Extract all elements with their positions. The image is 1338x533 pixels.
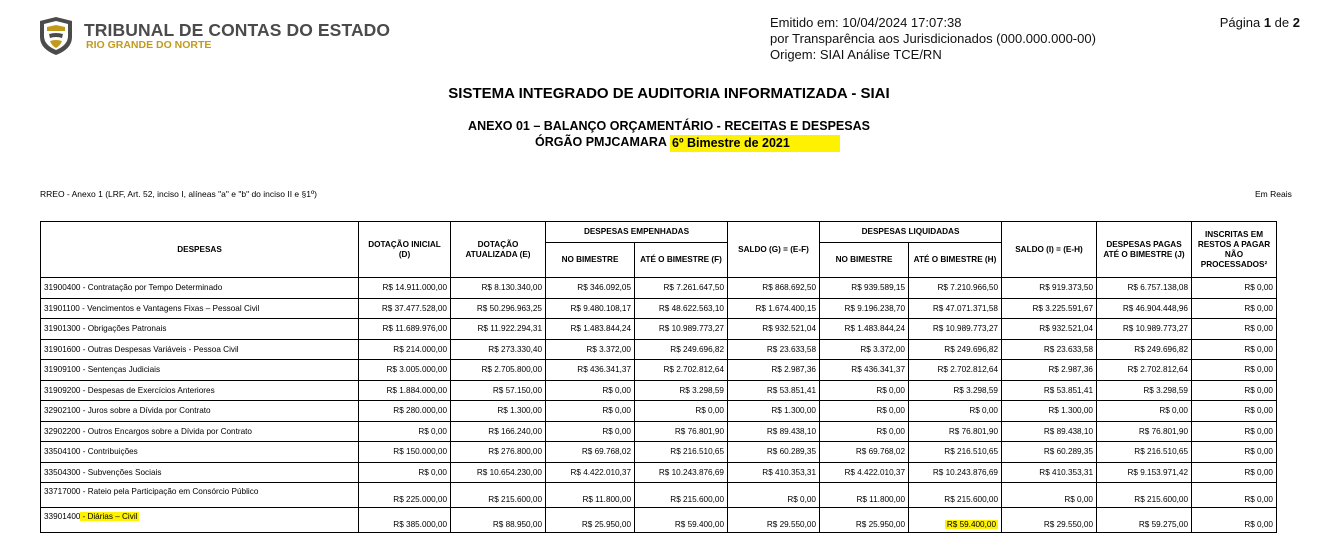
table-row <box>41 278 1277 299</box>
row-label: 31901300 - Obrigações Patronais <box>41 319 359 340</box>
cell-value: R$ 23.633,58 <box>728 339 820 360</box>
cell-value: R$ 10.989.773,27 <box>635 319 728 340</box>
table-row <box>41 483 1277 508</box>
cell-value: R$ 215.600,00 <box>909 483 1002 508</box>
cell-value: R$ 9.480.108,17 <box>546 298 635 319</box>
table-row <box>41 421 1277 442</box>
cell-value: R$ 29.550,00 <box>1002 508 1097 533</box>
cell-value: R$ 0,00 <box>820 421 909 442</box>
cell-value: R$ 10.654.230,00 <box>451 462 546 483</box>
col-dotacao-atualizada: DOTAÇÃO ATUALIZADA (E) <box>451 222 546 278</box>
cell-value: R$ 3.298,59 <box>1097 380 1192 401</box>
cell-value: R$ 215.600,00 <box>635 483 728 508</box>
cell-value: R$ 939.589,15 <box>820 278 909 299</box>
page-current: 1 <box>1263 15 1272 30</box>
col-despesas: DESPESAS <box>41 222 359 278</box>
emitted-by: por Transparência aos Jurisdicionados (000.000.000-00) <box>770 31 1096 46</box>
cell-value: R$ 11.689.976,00 <box>359 319 451 340</box>
cell-value: R$ 249.696,82 <box>635 339 728 360</box>
cell-value: R$ 3.298,59 <box>635 380 728 401</box>
cell-value: R$ 276.800,00 <box>451 442 546 463</box>
cell-value: R$ 37.477.528,00 <box>359 298 451 319</box>
cell-value: R$ 215.600,00 <box>1097 483 1192 508</box>
cell-value: R$ 76.801,90 <box>635 421 728 442</box>
emission-meta <box>770 15 1096 63</box>
row-label: 33504100 - Contribuições <box>41 442 359 463</box>
cell-value: R$ 48.622.563,10 <box>635 298 728 319</box>
cell-value: R$ 0,00 <box>1192 442 1277 463</box>
cell-value: R$ 225.000,00 <box>359 483 451 508</box>
cell-value: R$ 60.289,35 <box>728 442 820 463</box>
cell-value: R$ 214.000,00 <box>359 339 451 360</box>
col-liq-bimestre: NO BIMESTRE <box>820 243 909 278</box>
cell-value: R$ 1.674.400,15 <box>728 298 820 319</box>
cell-value: R$ 8.130.340,00 <box>451 278 546 299</box>
cell-value: R$ 0,00 <box>728 483 820 508</box>
cell-value: R$ 10.243.876,69 <box>909 462 1002 483</box>
cell-value: R$ 2.987,36 <box>728 360 820 381</box>
cell-value: R$ 7.261.647,50 <box>635 278 728 299</box>
page-label: Página <box>1219 15 1261 30</box>
organ-label: ÓRGÃO PMJCAMARA <box>535 135 667 149</box>
cell-value: R$ 0,00 <box>820 401 909 422</box>
cell-value: R$ 0,00 <box>1192 421 1277 442</box>
cell-value: R$ 0,00 <box>635 401 728 422</box>
cell-value: R$ 3.005.000,00 <box>359 360 451 381</box>
currency-unit: Em Reais <box>1255 189 1292 199</box>
period-highlight: 6º Bimestre de 2021 <box>670 135 840 152</box>
col-emp-ate: ATÉ O BIMESTRE (F) <box>635 243 728 278</box>
cell-value: R$ 1.483.844,24 <box>546 319 635 340</box>
cell-value: R$ 1.884.000,00 <box>359 380 451 401</box>
cell-value: R$ 0,00 <box>359 421 451 442</box>
table-row <box>41 401 1277 422</box>
cell-value: R$ 10.989.773,27 <box>909 319 1002 340</box>
legal-reference: RREO - Anexo 1 (LRF, Art. 52, inciso I, alíneas "a" e "b" do inciso II e §1º) <box>40 189 317 199</box>
cell-value: R$ 89.438,10 <box>1002 421 1097 442</box>
cell-value: R$ 23.633,58 <box>1002 339 1097 360</box>
col-liq-ate: ATÉ O BIMESTRE (H) <box>909 243 1002 278</box>
cell-value: R$ 3.372,00 <box>820 339 909 360</box>
cell-value: R$ 436.341,37 <box>820 360 909 381</box>
cell-value: R$ 4.422.010,37 <box>820 462 909 483</box>
annex-title: ANEXO 01 – BALANÇO ORÇAMENTÁRIO - RECEITAS E DESPESAS <box>468 119 870 133</box>
cell-value: R$ 932.521,04 <box>1002 319 1097 340</box>
cell-value: R$ 25.950,00 <box>820 508 909 533</box>
row-label <box>41 508 359 533</box>
cell-value: R$ 1.300,00 <box>1002 401 1097 422</box>
cell-value: R$ 436.341,37 <box>546 360 635 381</box>
cell-value: R$ 53.851,41 <box>1002 380 1097 401</box>
cell-value: R$ 868.692,50 <box>728 278 820 299</box>
cell-value: R$ 216.510,65 <box>909 442 1002 463</box>
cell-value: R$ 0,00 <box>546 401 635 422</box>
table-row <box>41 319 1277 340</box>
cell-value: R$ 215.600,00 <box>451 483 546 508</box>
cell-value: R$ 3.298,59 <box>909 380 1002 401</box>
cell-value: R$ 2.702.812,64 <box>909 360 1002 381</box>
table-row <box>41 298 1277 319</box>
cell-value: R$ 273.330,40 <box>451 339 546 360</box>
cell-value: R$ 57.150,00 <box>451 380 546 401</box>
cell-value: R$ 0,00 <box>1192 462 1277 483</box>
page-indicator <box>1220 15 1300 30</box>
emitted-at: Emitido em: 10/04/2024 17:07:38 <box>770 15 962 30</box>
cell-value: R$ 1.300,00 <box>451 401 546 422</box>
page-of: de <box>1274 15 1290 30</box>
cell-value: R$ 6.757.138,08 <box>1097 278 1192 299</box>
col-dotacao-inicial: DOTAÇÃO INICIAL (D) <box>359 222 451 278</box>
row-label: 33504300 - Subvenções Sociais <box>41 462 359 483</box>
cell-value: R$ 59.400,00 <box>635 508 728 533</box>
row-label: 31909100 - Sentenças Judiciais <box>41 360 359 381</box>
col-emp-bimestre: NO BIMESTRE <box>546 243 635 278</box>
cell-value: R$ 76.801,90 <box>1097 421 1192 442</box>
cell-value: R$ 2.987,36 <box>1002 360 1097 381</box>
cell-value: R$ 47.071.371,58 <box>909 298 1002 319</box>
cell-value: R$ 1.300,00 <box>728 401 820 422</box>
cell-value: R$ 166.240,00 <box>451 421 546 442</box>
cell-value: R$ 0,00 <box>1192 401 1277 422</box>
cell-value: R$ 1.483.844,24 <box>820 319 909 340</box>
cell-value: R$ 0,00 <box>1192 278 1277 299</box>
table-row <box>41 462 1277 483</box>
cell-value: R$ 2.702.812,64 <box>1097 360 1192 381</box>
row-name-highlight: - Diárias – Civil <box>82 512 138 521</box>
cell-value: R$ 0,00 <box>1192 319 1277 340</box>
cell-value: R$ 0,00 <box>1192 360 1277 381</box>
cell-value: R$ 410.353,31 <box>1002 462 1097 483</box>
cell-value: R$ 11.800,00 <box>820 483 909 508</box>
value-highlight: R$ 59.400,00 <box>946 520 996 529</box>
row-label: 32902200 - Outros Encargos sobre a Dívida por Contrato <box>41 421 359 442</box>
cell-value: R$ 10.989.773,27 <box>1097 319 1192 340</box>
cell-value: R$ 7.210.966,50 <box>909 278 1002 299</box>
col-saldo-i: SALDO (I) = (E-H) <box>1002 222 1097 278</box>
cell-value: R$ 0,00 <box>359 462 451 483</box>
cell-value: R$ 0,00 <box>820 380 909 401</box>
cell-value: R$ 919.373,50 <box>1002 278 1097 299</box>
cell-value: R$ 59.275,00 <box>1097 508 1192 533</box>
row-code: 33901400 <box>44 512 81 521</box>
row-label: 31901100 - Vencimentos e Vantagens Fixas – Pessoal Civil <box>41 298 359 319</box>
table-row <box>41 360 1277 381</box>
row-label: 33717000 - Rateio pela Participação em Consórcio Público <box>41 483 359 508</box>
cell-value: R$ 0,00 <box>1192 483 1277 508</box>
cell-value: R$ 60.289,35 <box>1002 442 1097 463</box>
cell-value: R$ 14.911.000,00 <box>359 278 451 299</box>
cell-value: R$ 0,00 <box>546 421 635 442</box>
cell-value: R$ 280.000,00 <box>359 401 451 422</box>
cell-value: R$ 88.950,00 <box>451 508 546 533</box>
org-name: TRIBUNAL DE CONTAS DO ESTADO <box>84 20 391 40</box>
cell-value: R$ 46.904.448,96 <box>1097 298 1192 319</box>
cell-value: R$ 3.225.591,67 <box>1002 298 1097 319</box>
row-label: 31901600 - Outras Despesas Variáveis - Pessoa Civil <box>41 339 359 360</box>
cell-value: R$ 53.851,41 <box>728 380 820 401</box>
cell-value: R$ 9.153.971,42 <box>1097 462 1192 483</box>
table-row <box>41 339 1277 360</box>
table-row <box>41 380 1277 401</box>
group-liquidadas: DESPESAS LIQUIDADAS <box>820 222 1002 243</box>
cell-value: R$ 69.768,02 <box>546 442 635 463</box>
cell-value: R$ 249.696,82 <box>1097 339 1192 360</box>
budget-table <box>40 221 1277 533</box>
cell-value: R$ 0,00 <box>1097 401 1192 422</box>
cell-value: R$ 0,00 <box>1192 380 1277 401</box>
cell-value: R$ 4.422.010,37 <box>546 462 635 483</box>
tce-logo <box>38 15 74 57</box>
row-label: 32902100 - Juros sobre a Dívida por Contrato <box>41 401 359 422</box>
cell-value: R$ 76.801,90 <box>909 421 1002 442</box>
cell-value: R$ 0,00 <box>909 401 1002 422</box>
cell-value: R$ 0,00 <box>1192 339 1277 360</box>
cell-value: R$ 932.521,04 <box>728 319 820 340</box>
cell-value: R$ 0,00 <box>1192 508 1277 533</box>
cell-value <box>909 508 1002 533</box>
cell-value: R$ 11.922.294,31 <box>451 319 546 340</box>
table-row <box>41 508 1277 533</box>
cell-value: R$ 249.696,82 <box>909 339 1002 360</box>
cell-value: R$ 346.092,05 <box>546 278 635 299</box>
cell-value: R$ 2.705.800,00 <box>451 360 546 381</box>
cell-value: R$ 11.800,00 <box>546 483 635 508</box>
system-title: SISTEMA INTEGRADO DE AUDITORIA INFORMATIZADA - SIAI <box>448 85 890 102</box>
cell-value: R$ 89.438,10 <box>728 421 820 442</box>
cell-value: R$ 385.000,00 <box>359 508 451 533</box>
cell-value: R$ 29.550,00 <box>728 508 820 533</box>
page-total: 2 <box>1292 15 1300 30</box>
col-saldo-g: SALDO (G) = (E-F) <box>728 222 820 278</box>
cell-value: R$ 25.950,00 <box>546 508 635 533</box>
cell-value: R$ 0,00 <box>546 380 635 401</box>
col-restos: INSCRITAS EM RESTOS A PAGAR NÃO PROCESSADOS² <box>1192 222 1277 278</box>
cell-value: R$ 150.000,00 <box>359 442 451 463</box>
table-row <box>41 442 1277 463</box>
cell-value: R$ 10.243.876,69 <box>635 462 728 483</box>
col-pagas: DESPESAS PAGAS ATÉ O BIMESTRE (J) <box>1097 222 1192 278</box>
cell-value: R$ 216.510,65 <box>1097 442 1192 463</box>
group-empenhadas: DESPESAS EMPENHADAS <box>546 222 728 243</box>
row-label: 31909200 - Despesas de Exercícios Anteriores <box>41 380 359 401</box>
cell-value: R$ 69.768,02 <box>820 442 909 463</box>
cell-value: R$ 3.372,00 <box>546 339 635 360</box>
cell-value: R$ 2.702.812,64 <box>635 360 728 381</box>
origin: Origem: SIAI Análise TCE/RN <box>770 47 942 62</box>
cell-value: R$ 410.353,31 <box>728 462 820 483</box>
cell-value: R$ 216.510,65 <box>635 442 728 463</box>
cell-value: R$ 9.196.238,70 <box>820 298 909 319</box>
org-subtitle: RIO GRANDE DO NORTE <box>86 39 212 51</box>
row-label: 31900400 - Contratação por Tempo Determinado <box>41 278 359 299</box>
cell-value: R$ 50.296.963,25 <box>451 298 546 319</box>
cell-value: R$ 0,00 <box>1002 483 1097 508</box>
cell-value: R$ 0,00 <box>1192 298 1277 319</box>
